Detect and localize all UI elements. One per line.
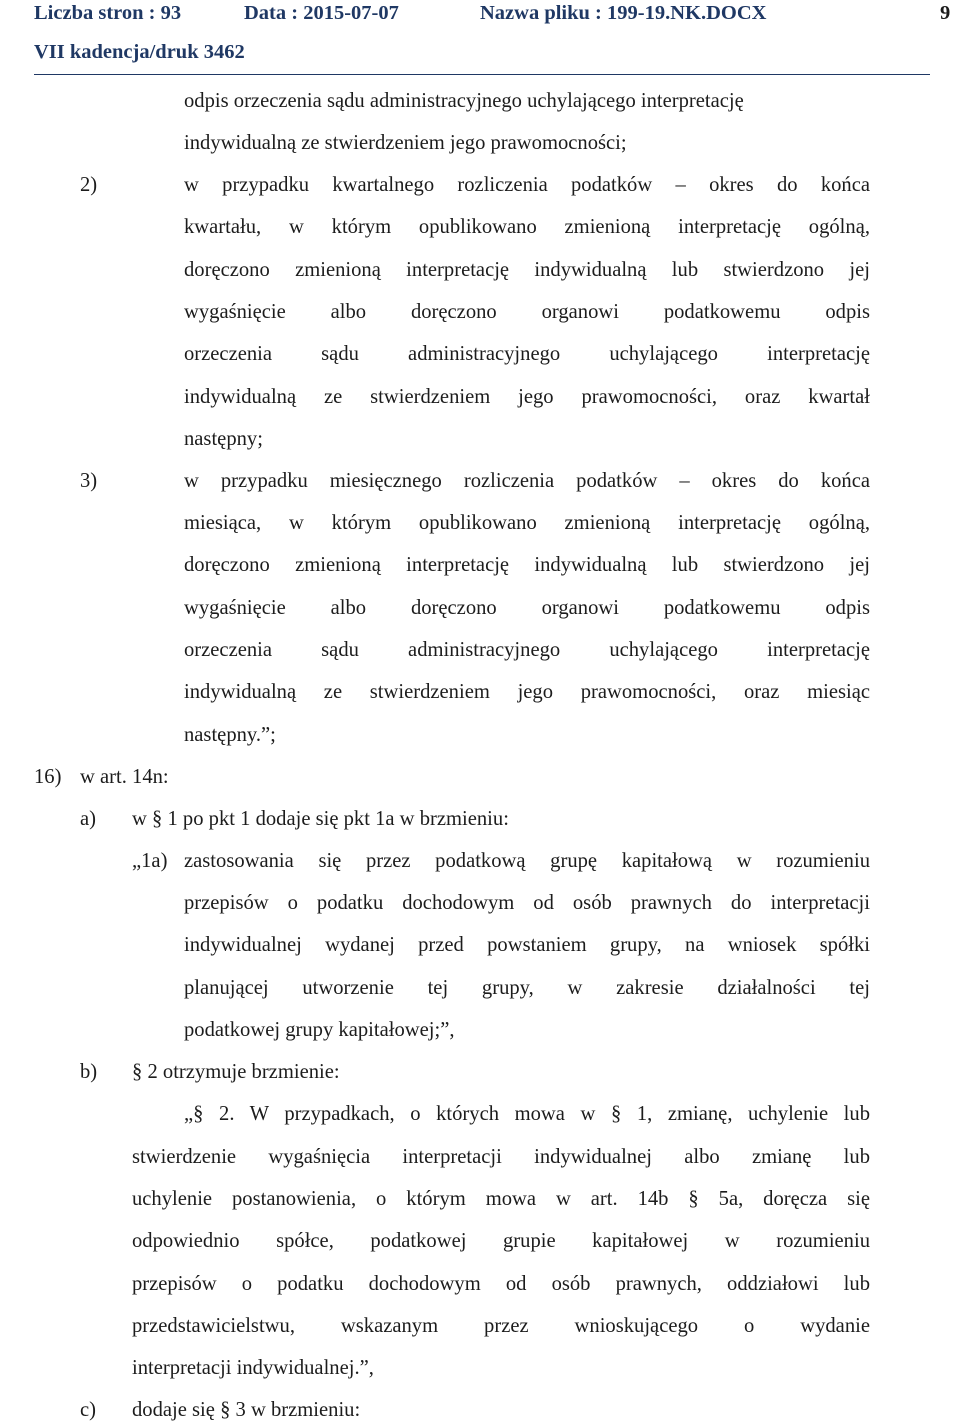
- date-label: Data : 2015-07-07: [244, 2, 399, 24]
- item-number: 2): [80, 174, 98, 196]
- page-count-label: Liczba stron : 93: [34, 2, 182, 24]
- body-line: następny.”;: [184, 724, 276, 746]
- body-line: przepisów o podatku dochodowym od osób prawnych, oddziałowi lub: [132, 1273, 870, 1295]
- body-line: kwartału, w którym opublikowano zmienioną interpretację ogólną,: [184, 216, 870, 238]
- body-line: wygaśnięcie albo doręczono organowi podatkowemu odpis: [184, 597, 870, 619]
- body-line: w § 1 po pkt 1 dodaje się pkt 1a w brzmieniu:: [132, 808, 509, 830]
- body-line: interpretacji indywidualnej.”,: [132, 1357, 374, 1379]
- body-line: indywidualnej wydanej przed powstaniem grupy, na wniosek spółki: [184, 934, 870, 956]
- body-line: wygaśnięcie albo doręczono organowi podatkowemu odpis: [184, 301, 870, 323]
- body-line: odpis orzeczenia sądu administracyjnego uchylającego interpretację: [184, 90, 744, 112]
- body-line: w przypadku miesięcznego rozliczenia podatków – okres do końca: [184, 470, 870, 492]
- body-line: przepisów o podatku dochodowym od osób prawnych do interpretacji: [184, 892, 870, 914]
- item-number: 16): [34, 766, 62, 788]
- body-line: doręczono zmienioną interpretację indywidualną lub stwierdzono jej: [184, 554, 870, 576]
- body-line: podatkowej grupy kapitałowej;”,: [184, 1019, 455, 1041]
- subitem-letter: a): [80, 808, 96, 830]
- item-number: 3): [80, 470, 98, 492]
- body-line: stwierdzenie wygaśnięcia interpretacji indywidualnej albo zmianę lub: [132, 1146, 870, 1168]
- body-line: indywidualną ze stwierdzeniem jego prawomocności, oraz miesiąc: [184, 681, 870, 703]
- body-line: orzeczenia sądu administracyjnego uchylającego interpretację: [184, 639, 870, 661]
- page-number: 9: [940, 2, 951, 24]
- document-subtitle: VII kadencja/druk 3462: [34, 41, 245, 63]
- body-line: uchylenie postanowienia, o którym mowa w art. 14b § 5a, doręcza się: [132, 1188, 870, 1210]
- filename-label: Nazwa pliku : 199-19.NK.DOCX: [480, 2, 767, 24]
- body-line: orzeczenia sądu administracyjnego uchylającego interpretację: [184, 343, 870, 365]
- body-line: „§ 2. W przypadkach, o których mowa w § 1, zmianę, uchylenie lub: [184, 1103, 870, 1125]
- body-line: następny;: [184, 428, 263, 450]
- body-line: miesiąca, w którym opublikowano zmienioną interpretację ogólną,: [184, 512, 870, 534]
- body-line: zastosowania się przez podatkową grupę kapitałową w rozumieniu: [184, 850, 870, 872]
- body-line: w przypadku kwartalnego rozliczenia podatków – okres do końca: [184, 174, 870, 196]
- body-line: doręczono zmienioną interpretację indywidualną lub stwierdzono jej: [184, 259, 870, 281]
- body-line: indywidualną ze stwierdzeniem jego prawomocności, oraz kwartał: [184, 386, 870, 408]
- body-line: indywidualną ze stwierdzeniem jego prawomocności;: [184, 132, 627, 154]
- body-line: w art. 14n:: [80, 766, 169, 788]
- subitem-letter: c): [80, 1399, 96, 1421]
- subitem-letter: b): [80, 1061, 98, 1083]
- body-line: planującej utworzenie tej grupy, w zakresie działalności tej: [184, 977, 870, 999]
- body-line: § 2 otrzymuje brzmienie:: [132, 1061, 340, 1083]
- body-line: dodaje się § 3 w brzmieniu:: [132, 1399, 361, 1421]
- header-rule: [34, 74, 930, 75]
- body-line: odpowiednio spółce, podatkowej grupie kapitałowej w rozumieniu: [132, 1230, 870, 1252]
- body-line: przedstawicielstwu, wskazanym przez wnioskującego o wydanie: [132, 1315, 870, 1337]
- quoted-item-number: „1a): [132, 850, 168, 872]
